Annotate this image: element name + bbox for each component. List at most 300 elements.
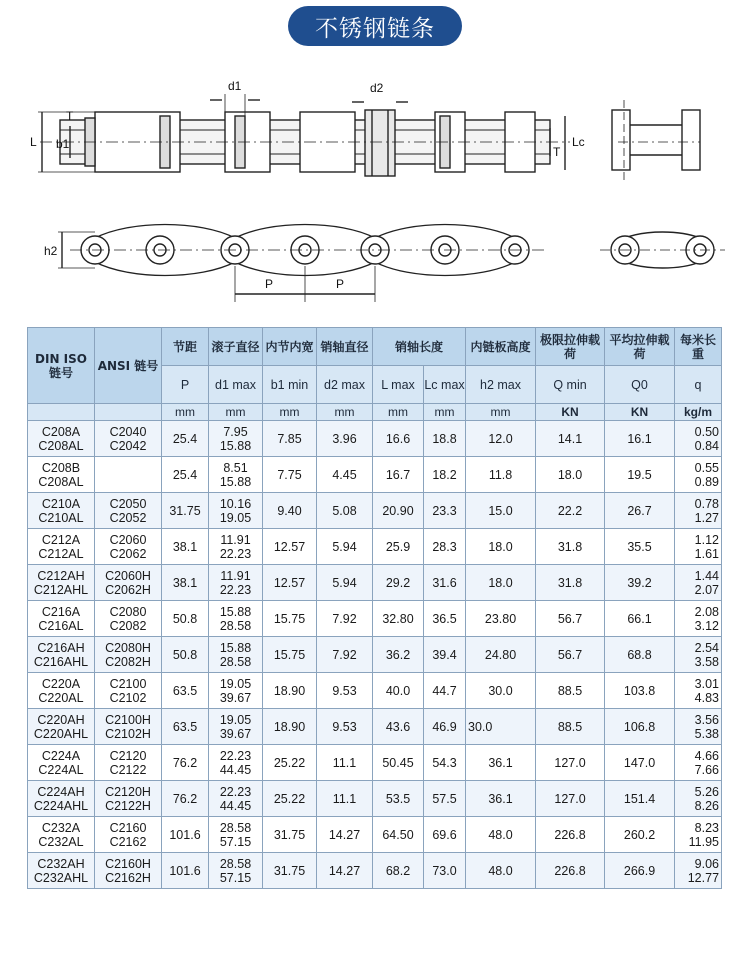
unit-pitch: mm xyxy=(162,404,209,421)
cell-din-iso-value: C232AHL xyxy=(33,870,89,885)
cell-pitch-value: 76.2 xyxy=(172,791,198,806)
cell-tensile-min xyxy=(536,745,605,781)
cell-tensile-min xyxy=(536,457,605,493)
cell-din-iso-value: C216A xyxy=(41,604,81,619)
cell-tensile-min-value: 88.5 xyxy=(557,719,583,734)
cell-tensile-min-value: 56.7 xyxy=(557,647,583,662)
cell-pin-length-lc-value: 39.4 xyxy=(432,647,457,662)
sym-roller-dia: d1 max xyxy=(209,366,263,404)
cell-tensile-avg-value: 260.2 xyxy=(623,827,656,842)
cell-inner-width xyxy=(263,421,317,457)
cell-pin-length-l xyxy=(373,853,424,889)
cell-tensile-min xyxy=(536,709,605,745)
cell-pin-length-lc xyxy=(424,781,466,817)
cell-roller-dia-value: 39.67 xyxy=(219,690,252,705)
cell-roller-dia-value: 28.58 xyxy=(219,618,252,633)
cell-pin-dia xyxy=(317,673,373,709)
table-row xyxy=(28,457,722,493)
cell-pin-length-lc-value: 18.2 xyxy=(432,467,457,482)
cell-din-iso xyxy=(28,817,95,853)
table-row xyxy=(28,493,722,529)
cell-tensile-min-value: 127.0 xyxy=(554,791,586,806)
cell-mass-value: 1.12 xyxy=(694,532,720,547)
cell-tensile-min xyxy=(536,529,605,565)
cell-pin-length-l-value: 43.6 xyxy=(385,719,411,734)
cell-inner-width xyxy=(263,637,317,673)
cell-ansi xyxy=(95,709,162,745)
cell-din-iso-value: C220AH xyxy=(37,712,85,727)
cell-pin-length-l xyxy=(373,529,424,565)
cell-mass-value: 12.77 xyxy=(687,870,720,885)
table-row xyxy=(28,529,722,565)
sym-tensile-avg: Q0 xyxy=(605,366,675,404)
cell-roller-dia-value: 28.58 xyxy=(219,820,252,835)
cell-pitch xyxy=(162,853,209,889)
header-tensile-min: 极限拉伸载荷 xyxy=(536,328,605,366)
cell-pin-length-lc-value: 73.0 xyxy=(432,863,457,878)
cell-pitch-value: 50.8 xyxy=(172,647,198,662)
unit-mass: kg/m xyxy=(675,404,722,421)
cell-tensile-min-value: 226.8 xyxy=(554,863,586,878)
cell-ansi-value: C2060 xyxy=(109,532,147,547)
cell-ansi xyxy=(95,637,162,673)
cell-pin-dia-value: 5.94 xyxy=(332,575,357,590)
cell-mass-value: 3.01 xyxy=(694,676,720,691)
cell-tensile-avg xyxy=(605,565,675,601)
cell-pin-length-l xyxy=(373,421,424,457)
cell-roller-dia-value: 22.23 xyxy=(219,748,252,763)
cell-pin-length-l-value: 50.45 xyxy=(382,755,414,770)
cell-mass xyxy=(675,637,722,673)
cell-pitch xyxy=(162,781,209,817)
cell-mass xyxy=(675,745,722,781)
cell-pin-dia xyxy=(317,529,373,565)
cell-tensile-avg xyxy=(605,709,675,745)
cell-pin-length-l-value: 16.7 xyxy=(385,467,411,482)
header-pin-length: 销轴长度 xyxy=(373,328,466,366)
cell-mass-value: 0.84 xyxy=(694,438,720,453)
cell-plate-height xyxy=(466,745,536,781)
cell-mass-value: 3.12 xyxy=(694,618,720,633)
cell-roller-dia-value: 8.51 xyxy=(223,460,248,475)
cell-ansi-value: C2162H xyxy=(105,870,151,885)
table-row xyxy=(28,853,722,889)
cell-tensile-min-value: 31.8 xyxy=(557,575,583,590)
cell-roller-dia-value: 44.45 xyxy=(219,798,252,813)
cell-mass-value: 7.66 xyxy=(694,762,720,777)
cell-pin-dia-value: 11.1 xyxy=(332,791,357,806)
cell-tensile-avg xyxy=(605,457,675,493)
cell-tensile-avg-value: 103.8 xyxy=(623,683,656,698)
cell-ansi-value: C2082H xyxy=(105,654,151,669)
cell-tensile-min-value: 14.1 xyxy=(557,431,583,446)
cell-tensile-avg-value: 68.8 xyxy=(627,647,652,662)
cell-roller-dia-value: 39.67 xyxy=(219,726,252,741)
cell-pin-length-l xyxy=(373,745,424,781)
table-row xyxy=(28,565,722,601)
cell-mass-value: 0.89 xyxy=(694,474,720,489)
cell-ansi xyxy=(95,817,162,853)
cell-pin-length-l-value: 29.2 xyxy=(385,575,411,590)
cell-pin-dia-value: 14.27 xyxy=(328,863,361,878)
cell-tensile-avg xyxy=(605,421,675,457)
cell-tensile-avg xyxy=(605,637,675,673)
cell-roller-dia-value: 19.05 xyxy=(219,712,252,727)
cell-pin-length-lc xyxy=(424,601,466,637)
cell-tensile-avg-value: 35.5 xyxy=(627,539,652,554)
cell-pitch xyxy=(162,565,209,601)
table-row xyxy=(28,817,722,853)
cell-tensile-min-value: 226.8 xyxy=(554,827,586,842)
cell-pitch-value: 25.4 xyxy=(172,467,198,482)
header-tensile-avg: 平均拉伸载荷 xyxy=(605,328,675,366)
cell-plate-height xyxy=(466,853,536,889)
cell-roller-dia-value: 57.15 xyxy=(219,870,252,885)
cell-pin-dia-value: 14.27 xyxy=(328,827,361,842)
table-row xyxy=(28,637,722,673)
cell-mass xyxy=(675,601,722,637)
cell-ansi-value: C2160H xyxy=(105,856,151,871)
cell-pin-dia-value: 9.53 xyxy=(332,719,357,734)
unit-pin-dia: mm xyxy=(317,404,373,421)
cell-din-iso xyxy=(28,745,95,781)
cell-roller-dia-value: 22.23 xyxy=(219,546,252,561)
table-row xyxy=(28,601,722,637)
cell-pin-dia xyxy=(317,709,373,745)
unit-blank-1 xyxy=(28,404,95,421)
cell-din-iso xyxy=(28,493,95,529)
cell-din-iso-value: C232AH xyxy=(37,856,85,871)
cell-pitch xyxy=(162,601,209,637)
cell-pin-dia-value: 11.1 xyxy=(332,755,357,770)
cell-din-iso xyxy=(28,529,95,565)
cell-pin-length-lc xyxy=(424,745,466,781)
cell-pitch-value: 63.5 xyxy=(172,683,198,698)
cell-din-iso-value: C216AH xyxy=(37,640,85,655)
cell-mass-value: 0.78 xyxy=(694,496,720,511)
cell-tensile-min-value: 127.0 xyxy=(554,755,586,770)
cell-mass xyxy=(675,493,722,529)
cell-tensile-min xyxy=(536,565,605,601)
cell-pin-length-l-value: 40.0 xyxy=(385,683,411,698)
cell-din-iso-value: C224AL xyxy=(38,762,84,777)
cell-pin-length-lc-value: 44.7 xyxy=(432,683,457,698)
cell-din-iso-value: C212AH xyxy=(37,568,85,583)
cell-pin-length-l xyxy=(373,457,424,493)
cell-plate-height-value: 12.0 xyxy=(488,431,513,446)
unit-tensile-min: KN xyxy=(536,404,605,421)
cell-pin-length-l xyxy=(373,781,424,817)
unit-pin-length-l: mm xyxy=(373,404,424,421)
cell-ansi xyxy=(95,781,162,817)
unit-inner-width: mm xyxy=(263,404,317,421)
cell-din-iso xyxy=(28,853,95,889)
cell-roller-dia xyxy=(209,781,263,817)
cell-pin-dia-value: 7.92 xyxy=(332,611,357,626)
cell-din-iso xyxy=(28,637,95,673)
cell-pin-length-lc xyxy=(424,457,466,493)
cell-pin-length-lc xyxy=(424,421,466,457)
cell-pitch xyxy=(162,493,209,529)
cell-plate-height xyxy=(466,817,536,853)
cell-plate-height-value: 48.0 xyxy=(488,863,513,878)
cell-pin-length-lc-value: 36.5 xyxy=(432,611,457,626)
cell-inner-width-value: 7.85 xyxy=(277,431,302,446)
table-row xyxy=(28,421,722,457)
cell-pin-dia-value: 4.45 xyxy=(332,467,357,482)
cell-mass-value: 2.08 xyxy=(694,604,720,619)
cell-inner-width xyxy=(263,457,317,493)
cell-inner-width xyxy=(263,853,317,889)
cell-pitch xyxy=(162,673,209,709)
cell-inner-width-value: 25.22 xyxy=(273,791,306,806)
cell-din-iso xyxy=(28,673,95,709)
cell-tensile-min xyxy=(536,637,605,673)
cell-tensile-min-value: 22.2 xyxy=(557,503,583,518)
cell-din-iso xyxy=(28,709,95,745)
cell-pitch-value: 50.8 xyxy=(172,611,198,626)
cell-tensile-avg-value: 16.1 xyxy=(627,431,652,446)
cell-pin-dia-value: 3.96 xyxy=(332,431,357,446)
unit-pin-length-lc: mm xyxy=(424,404,466,421)
cell-inner-width-value: 31.75 xyxy=(273,827,306,842)
cell-ansi-value: C2162 xyxy=(109,834,147,849)
cell-mass-value: 4.66 xyxy=(694,748,720,763)
cell-pin-length-l-value: 25.9 xyxy=(385,539,411,554)
cell-inner-width xyxy=(263,817,317,853)
cell-plate-height xyxy=(466,709,536,745)
cell-ansi-value: C2052 xyxy=(109,510,147,525)
cell-tensile-avg xyxy=(605,817,675,853)
cell-roller-dia-value: 22.23 xyxy=(219,784,252,799)
cell-ansi-value: C2100 xyxy=(109,676,147,691)
cell-tensile-min xyxy=(536,817,605,853)
cell-inner-width xyxy=(263,781,317,817)
cell-mass xyxy=(675,673,722,709)
cell-pin-length-lc-value: 23.3 xyxy=(432,503,457,518)
cell-din-iso-value: C216AL xyxy=(38,618,84,633)
cell-pin-length-lc-value: 18.8 xyxy=(432,431,457,446)
cell-pin-length-lc-value: 31.6 xyxy=(432,575,457,590)
cell-tensile-avg-value: 19.5 xyxy=(627,467,652,482)
cell-ansi-value: C2122H xyxy=(105,798,151,813)
cell-tensile-min xyxy=(536,853,605,889)
cell-tensile-min xyxy=(536,781,605,817)
cell-mass xyxy=(675,853,722,889)
cell-pitch-value: 101.6 xyxy=(169,827,201,842)
cell-ansi-value: C2122 xyxy=(109,762,147,777)
cell-plate-height xyxy=(466,781,536,817)
spec-table-container xyxy=(27,327,721,889)
cell-plate-height-value: 18.0 xyxy=(488,575,513,590)
cell-pin-length-l-value: 36.2 xyxy=(385,647,411,662)
cell-pin-dia xyxy=(317,745,373,781)
cell-ansi-value: C2160 xyxy=(109,820,147,835)
cell-inner-width xyxy=(263,565,317,601)
cell-mass xyxy=(675,817,722,853)
spec-table xyxy=(27,327,722,889)
cell-pin-dia xyxy=(317,457,373,493)
cell-pin-dia xyxy=(317,781,373,817)
label-b1: b1 xyxy=(56,137,70,151)
cell-pin-length-lc xyxy=(424,673,466,709)
cell-roller-dia-value: 22.23 xyxy=(219,582,252,597)
unit-blank-2 xyxy=(95,404,162,421)
cell-pitch-value: 63.5 xyxy=(172,719,198,734)
cell-pin-length-l xyxy=(373,637,424,673)
cell-roller-dia-value: 15.88 xyxy=(219,604,252,619)
cell-inner-width xyxy=(263,745,317,781)
sym-pin-dia: d2 max xyxy=(317,366,373,404)
unit-tensile-avg: KN xyxy=(605,404,675,421)
sym-plate-height: h2 max xyxy=(466,366,536,404)
cell-ansi-value: C2062H xyxy=(105,582,151,597)
sym-inner-width: b1 min xyxy=(263,366,317,404)
cell-tensile-avg xyxy=(605,493,675,529)
sym-pin-length-l: L max xyxy=(373,366,424,404)
cell-din-iso-value: C208AL xyxy=(38,438,84,453)
cell-inner-width-value: 18.90 xyxy=(273,683,306,698)
header-plate-height: 内链板高度 xyxy=(466,328,536,366)
cell-pin-length-l xyxy=(373,673,424,709)
sym-mass: q xyxy=(675,366,722,404)
cell-pitch xyxy=(162,457,209,493)
cell-tensile-avg xyxy=(605,673,675,709)
label-h2: h2 xyxy=(44,244,58,258)
cell-tensile-min-value: 31.8 xyxy=(557,539,583,554)
cell-ansi-value: C2050 xyxy=(109,496,147,511)
cell-pin-dia xyxy=(317,493,373,529)
label-Lc: Lc xyxy=(572,135,585,149)
cell-inner-width-value: 31.75 xyxy=(273,863,306,878)
cell-pitch xyxy=(162,421,209,457)
cell-din-iso-value: C224AH xyxy=(37,784,85,799)
cell-din-iso-value: C212A xyxy=(41,532,81,547)
cell-mass xyxy=(675,565,722,601)
cell-din-iso-value: C212AHL xyxy=(33,582,89,597)
cell-din-iso-value: C220AHL xyxy=(33,726,89,741)
cell-roller-dia-value: 11.91 xyxy=(220,568,251,583)
cell-pin-length-lc-value: 57.5 xyxy=(432,791,457,806)
cell-din-iso-value: C232AL xyxy=(38,834,84,849)
cell-pin-dia xyxy=(317,637,373,673)
cell-pitch xyxy=(162,745,209,781)
cell-inner-width-value: 9.40 xyxy=(277,503,302,518)
cell-plate-height-value: 36.1 xyxy=(488,791,513,806)
cell-inner-width-value: 12.57 xyxy=(273,575,306,590)
cell-plate-height-value: 36.1 xyxy=(488,755,513,770)
cell-tensile-min-value: 88.5 xyxy=(557,683,583,698)
label-d1: d1 xyxy=(228,79,242,93)
cell-roller-dia-value: 28.58 xyxy=(219,654,252,669)
cell-plate-height-value: 18.0 xyxy=(488,539,513,554)
cell-inner-width xyxy=(263,493,317,529)
cell-ansi-value: C2040 xyxy=(109,424,147,439)
cell-mass xyxy=(675,781,722,817)
cell-inner-width-value: 25.22 xyxy=(273,755,306,770)
cell-din-iso-value: C208B xyxy=(41,460,81,475)
cell-pin-dia-value: 5.94 xyxy=(332,539,357,554)
cell-mass xyxy=(675,529,722,565)
cell-mass xyxy=(675,457,722,493)
cell-pin-dia-value: 9.53 xyxy=(332,683,357,698)
cell-plate-height xyxy=(466,421,536,457)
label-T2: T xyxy=(553,145,561,159)
cell-din-iso xyxy=(28,457,95,493)
cell-plate-height-value: 30.0 xyxy=(488,683,513,698)
cell-pitch-value: 38.1 xyxy=(172,575,198,590)
cell-pin-dia xyxy=(317,421,373,457)
unit-plate-height: mm xyxy=(466,404,536,421)
spec-table-body xyxy=(28,421,722,889)
cell-plate-height xyxy=(466,457,536,493)
cell-tensile-avg xyxy=(605,601,675,637)
label-p2: P xyxy=(336,277,345,291)
cell-tensile-avg-value: 39.2 xyxy=(627,575,652,590)
cell-pin-length-l xyxy=(373,709,424,745)
cell-ansi-value: C2100H xyxy=(105,712,151,727)
cell-roller-dia xyxy=(209,565,263,601)
cell-roller-dia-value: 57.15 xyxy=(219,834,252,849)
cell-pin-length-l xyxy=(373,601,424,637)
cell-inner-width xyxy=(263,673,317,709)
cell-tensile-min-value: 18.0 xyxy=(557,467,583,482)
cell-pin-length-lc xyxy=(424,493,466,529)
cell-din-iso-value: C224AHL xyxy=(33,798,89,813)
cell-din-iso-value: C212AL xyxy=(38,546,84,561)
cell-roller-dia-value: 19.05 xyxy=(219,676,252,691)
cell-plate-height-value: 48.0 xyxy=(488,827,513,842)
cell-pin-length-l xyxy=(373,565,424,601)
cell-pin-length-lc xyxy=(424,853,466,889)
cell-pin-length-lc xyxy=(424,637,466,673)
cell-din-iso-value: C224A xyxy=(41,748,81,763)
cell-din-iso-value: C208A xyxy=(41,424,81,439)
cell-plate-height xyxy=(466,637,536,673)
cell-din-iso xyxy=(28,421,95,457)
sym-tensile-min: Q min xyxy=(536,366,605,404)
cell-mass-value: 1.61 xyxy=(694,546,720,561)
cell-ansi-value: C2120 xyxy=(109,748,147,763)
cell-din-iso xyxy=(28,601,95,637)
cell-inner-width xyxy=(263,601,317,637)
cell-tensile-avg-value: 26.7 xyxy=(627,503,652,518)
cell-mass xyxy=(675,421,722,457)
header-ansi: ANSI 链号 xyxy=(95,328,162,404)
cell-pitch-value: 25.4 xyxy=(172,431,198,446)
cell-roller-dia-value: 44.45 xyxy=(219,762,252,777)
cell-tensile-avg-value: 147.0 xyxy=(623,755,656,770)
cell-roller-dia xyxy=(209,673,263,709)
cell-pin-dia xyxy=(317,817,373,853)
cell-tensile-min xyxy=(536,673,605,709)
cell-plate-height-value: 24.80 xyxy=(484,647,517,662)
cell-pin-dia-value: 7.92 xyxy=(332,647,357,662)
cell-tensile-avg-value: 66.1 xyxy=(627,611,652,626)
cell-ansi xyxy=(95,457,162,493)
cell-din-iso xyxy=(28,781,95,817)
cell-plate-height xyxy=(466,529,536,565)
header-roller-dia: 滚子直径 xyxy=(209,328,263,366)
cell-roller-dia-value: 19.05 xyxy=(219,510,252,525)
cell-pin-length-l-value: 53.5 xyxy=(385,791,411,806)
header-pin-dia: 销轴直径 xyxy=(317,328,373,366)
cell-ansi xyxy=(95,853,162,889)
cell-plate-height xyxy=(466,493,536,529)
cell-pin-length-lc-value: 54.3 xyxy=(432,755,457,770)
cell-pitch xyxy=(162,709,209,745)
header-din-iso: DIN ISO 链号 xyxy=(28,328,95,404)
